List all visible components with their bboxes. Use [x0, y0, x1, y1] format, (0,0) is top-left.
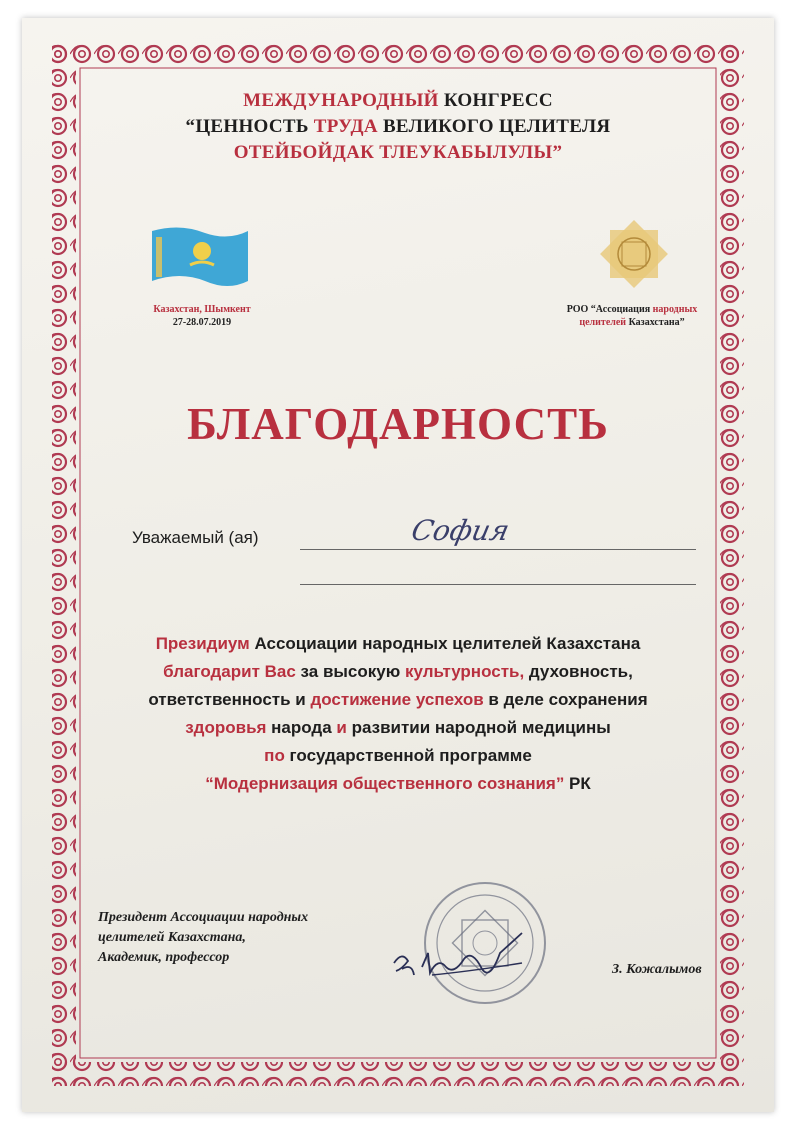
recipient-name: София [408, 514, 513, 547]
header-line2-c: ВЕЛИКОГО ЦЕЛИТЕЛЯ [377, 116, 611, 137]
body-l1-b: Ассоциации народных целителей Казахстана [249, 634, 641, 653]
header-line3: ОТЕЙБОЙДАК ТЛЕУКАБЫЛУЛЫ” [233, 142, 563, 163]
body-l4-b: народа [266, 718, 337, 737]
body-l5-b: государственной программе [284, 746, 532, 765]
certificate-sheet [22, 18, 774, 1112]
emblem-caption [522, 303, 742, 329]
congress-header [22, 88, 774, 166]
kazakhstan-flag-icon [150, 223, 250, 289]
header-line1-a: МЕЖДУНАРОДНЫЙ [243, 90, 439, 111]
flag-caption-line2: 27-28.07.2019 [172, 317, 232, 328]
signatory-title [98, 908, 308, 968]
body-l5-a: по [264, 746, 285, 765]
header-line1-b: КОНГРЕСС [438, 90, 553, 111]
emblem-caption-line2-b: Казахстана” [626, 317, 685, 328]
body-l2-a: благодарит Вас [163, 662, 296, 681]
body-l3-c: в деле сохранения [483, 690, 648, 709]
flag-caption-line1: Казахстан, Шымкент [153, 304, 251, 315]
body-l3-b: достижение успехов [310, 690, 484, 709]
signatory-line2: целителей Казахстана, [98, 930, 246, 945]
octagram-emblem-icon [590, 210, 678, 298]
emblem-caption-line2-a: целителей [579, 317, 627, 328]
body-l4-c: и [336, 718, 347, 737]
certificate-title: БЛАГОДАРНОСТЬ [187, 399, 609, 449]
gratitude-text [22, 630, 774, 798]
emblem-caption-line1-a: РОО “Ассоциация [566, 304, 653, 315]
signatory-line3: Академик, профессор [98, 950, 230, 965]
body-l3-a: ответственность и [148, 690, 311, 709]
body-l2-d: духовность, [524, 662, 633, 681]
body-l6-b: РК [564, 774, 591, 793]
signatory-line1: Президент Ассоциации народных [98, 910, 309, 925]
recipient-line-1 [300, 549, 696, 550]
recipient-line-2 [300, 584, 696, 585]
flag-caption [117, 303, 287, 329]
recipient-label: Уважаемый (ая) [132, 528, 259, 547]
body-l4-a: здоровья [185, 718, 267, 737]
signatory-name: З. Кожалымов [612, 962, 702, 977]
body-l1-a: Президиум [155, 634, 250, 653]
header-line2-b: ТРУДА [313, 116, 378, 137]
handwritten-signature [372, 923, 552, 993]
body-l6-a: “Модернизация общественного сознания” [205, 774, 565, 793]
body-l2-b: за высокую [295, 662, 405, 681]
header-line2-a: “ЦЕННОСТЬ [185, 116, 314, 137]
body-l2-c: культурность, [404, 662, 525, 681]
emblem-caption-line1-b: народных [652, 304, 698, 315]
body-l4-d: развитии народной медицины [346, 718, 611, 737]
